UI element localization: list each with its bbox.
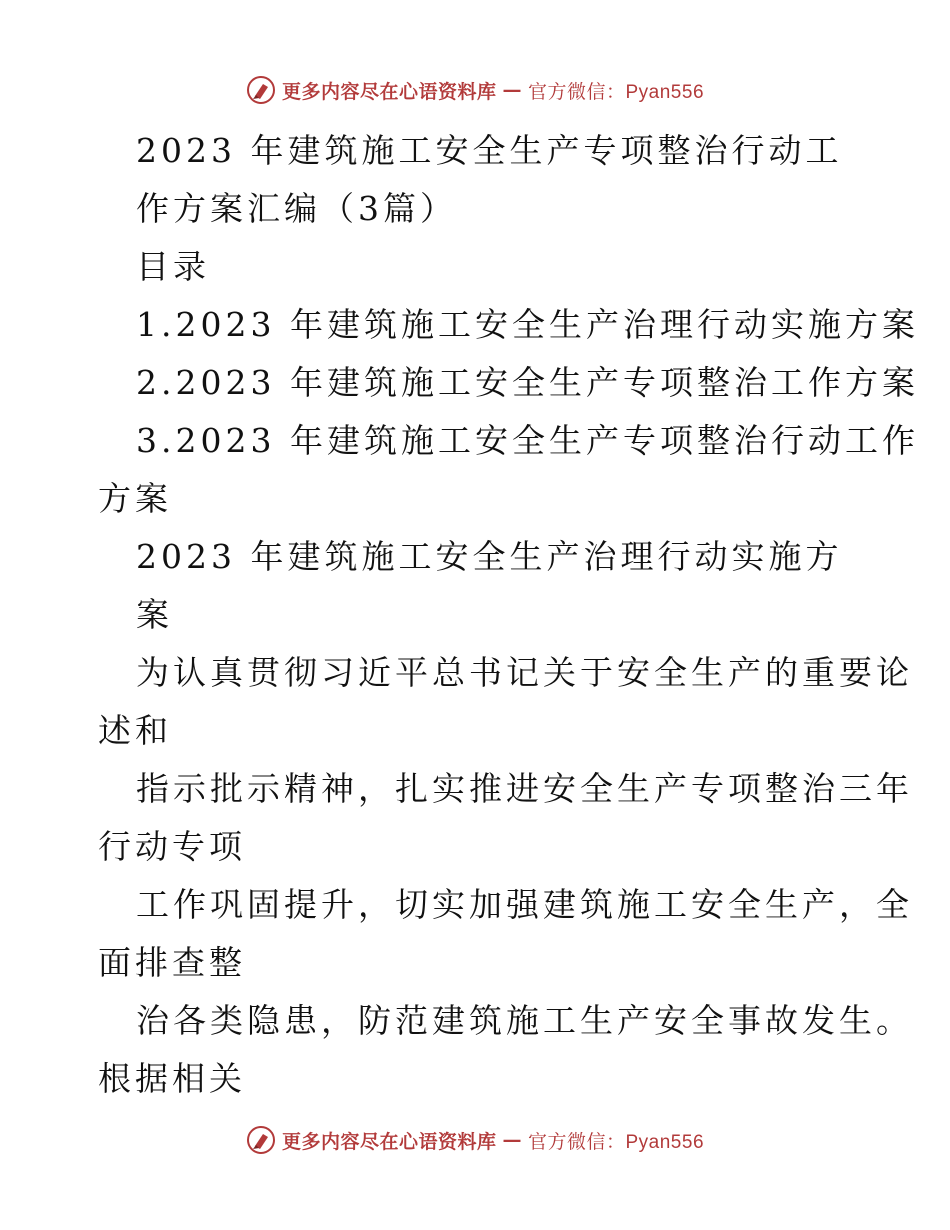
section-title-line2: 案 xyxy=(136,595,173,634)
document-title-line1: 2023 年建筑施工安全生产专项整治行动工 xyxy=(136,131,843,170)
header-wechat: 官方微信：Pyan556 xyxy=(528,81,705,103)
paragraph-line: 行动专项 xyxy=(98,827,246,866)
toc-item-3: 3.2023 年建筑施工安全生产专项整治行动工作 xyxy=(136,421,919,460)
pen-nib-icon xyxy=(246,1125,276,1155)
document-body xyxy=(0,122,950,1112)
paragraph-line: 根据相关 xyxy=(98,1059,246,1098)
section-title-line1: 2023 年建筑施工安全生产治理行动实施方 xyxy=(136,537,843,576)
header-slogan: 更多内容尽在心语资料库 xyxy=(281,80,497,103)
paragraph-line: 治各类隐患，防范建筑施工生产安全事故发生。 xyxy=(136,1001,913,1040)
paragraph-line: 工作巩固提升，切实加强建筑施工安全生产，全 xyxy=(136,885,913,924)
paragraph-line: 面排查整 xyxy=(98,943,246,982)
footer-dash: — xyxy=(502,1129,522,1151)
paragraph-line: 述和 xyxy=(98,711,172,750)
footer-wechat: 官方微信：Pyan556 xyxy=(528,1131,705,1153)
toc-heading: 目录 xyxy=(136,247,210,286)
paragraph-line: 为认真贯彻习近平总书记关于安全生产的重要论 xyxy=(136,653,913,692)
toc-item-1: 1.2023 年建筑施工安全生产治理行动实施方案 xyxy=(136,305,919,344)
footer-slogan: 更多内容尽在心语资料库 xyxy=(281,1130,497,1153)
header-dash: — xyxy=(502,79,522,101)
footer-banner xyxy=(0,1120,950,1160)
paragraph-line: 指示批示精神，扎实推进安全生产专项整治三年 xyxy=(136,769,913,808)
toc-item-2: 2.2023 年建筑施工安全生产专项整治工作方案 xyxy=(136,363,919,402)
pen-nib-icon xyxy=(246,75,276,105)
document-title-line2: 作方案汇编（3篇） xyxy=(136,189,457,228)
header-banner xyxy=(0,70,950,110)
toc-item-3-wrap: 方案 xyxy=(98,479,172,518)
